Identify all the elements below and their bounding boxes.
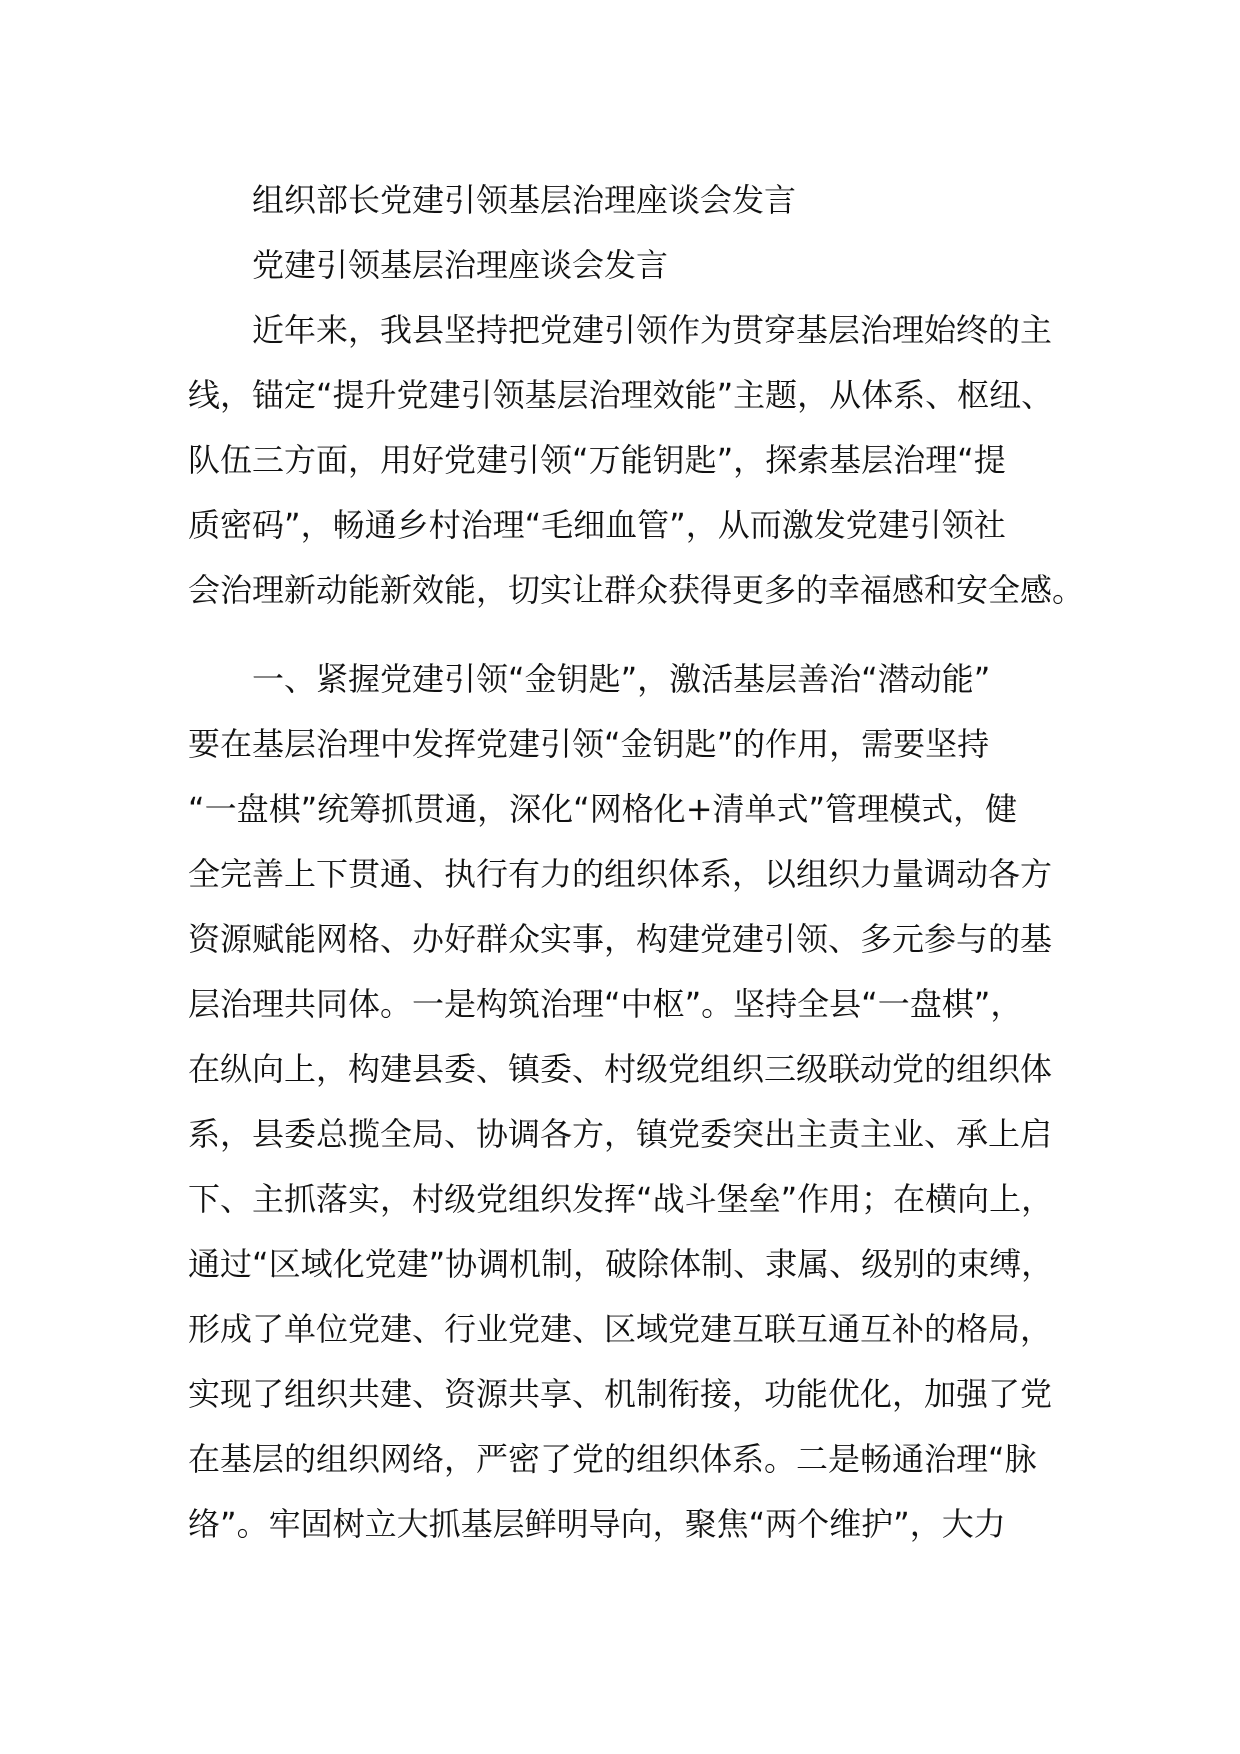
document-subtitle: 党建引领基层治理座谈会发言 bbox=[252, 246, 669, 284]
section-line: 在纵向上，构建县委、镇委、村级党组织三级联动党的组织体 bbox=[188, 1050, 1053, 1088]
section-line: 通过“区域化党建”协调机制，破除体制、隶属、级别的束缚， bbox=[188, 1245, 1054, 1283]
section-paragraph bbox=[188, 712, 1068, 1557]
document-title: 组织部长党建引领基层治理座谈会发言 bbox=[252, 181, 797, 219]
section-line: 层治理共同体。一是构筑治理“中枢”。坚持全县“一盘棋”， bbox=[188, 985, 1023, 1023]
section-line: 全完善上下贯通、执行有力的组织体系，以组织力量调动各方 bbox=[188, 855, 1053, 893]
intro-paragraph bbox=[188, 298, 1085, 623]
section-line: 下、主抓落实，村级党组织发挥“战斗堡垒”作用；在横向上， bbox=[188, 1180, 1054, 1218]
intro-line: 质密码”，畅通乡村治理“毛细血管”，从而激发党建引领社 bbox=[188, 506, 1006, 544]
section-line: 要在基层治理中发挥党建引领“金钥匙”的作用，需要坚持 bbox=[188, 725, 990, 763]
section-heading: 一、紧握党建引领“金钥匙”，激活基层善治“潜动能” bbox=[188, 660, 991, 698]
section-line: 实现了组织共建、资源共享、机制衔接，功能优化，加强了党 bbox=[188, 1375, 1053, 1413]
section-line: 形成了单位党建、行业党建、区域党建互联互通互补的格局， bbox=[188, 1310, 1053, 1348]
intro-line: 近年来，我县坚持把党建引领作为贯穿基层治理始终的主 bbox=[188, 311, 1053, 349]
intro-line: 线，锚定“提升党建引领基层治理效能”主题，从体系、枢纽、 bbox=[188, 376, 1054, 414]
paragraph-gap bbox=[188, 623, 1068, 647]
section-line: “一盘棋”统筹抓贯通，深化“网格化+清单式”管理模式，健 bbox=[188, 790, 1018, 828]
section-line: 资源赋能网格、办好群众实事，构建党建引领、多元参与的基 bbox=[188, 920, 1053, 958]
intro-line: 队伍三方面，用好党建引领“万能钥匙”，探索基层治理“提 bbox=[188, 441, 1006, 479]
intro-line: 会治理新动能新效能，切实让群众获得更多的幸福感和安全感。 bbox=[188, 571, 1085, 609]
document-body bbox=[188, 168, 1085, 1557]
section-line: 系，县委总揽全局、协调各方，镇党委突出主责主业、承上启 bbox=[188, 1115, 1053, 1153]
section-line: 在基层的组织网络，严密了党的组织体系。二是畅通治理“脉 bbox=[188, 1440, 1037, 1478]
section-line: 络”。牢固树立大抓基层鲜明导向，聚焦“两个维护”，大力 bbox=[188, 1505, 1006, 1543]
